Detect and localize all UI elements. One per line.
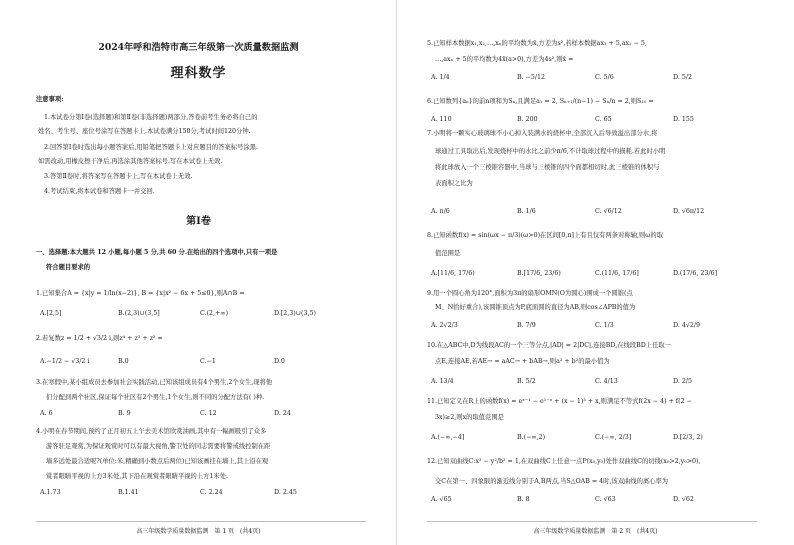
question-9-option: C. 1/3 [595,322,614,329]
question-6-option: B. 200 [517,116,538,123]
question-2-option: C.−1 [200,358,216,365]
question-4-option: A.1.73 [40,489,61,496]
question-7-option: C. √6/12 [595,208,622,215]
question-11-line: 3x)≥2,则x的取值范围是 [435,414,504,421]
question-2-stem: 2.若复数z = 1/2 + √3/2 i,则z⁴ + z³ + z² = [36,335,163,342]
question-9-line: 9.用一个圆心角为120°,面积为3π的扇形OMN(O为圆心)围成一个圆锥(点 [427,290,633,297]
question-8-line: 值范围是 [435,250,461,257]
question-8-option: D.(17/6, 23/6] [673,270,718,277]
question-4-option: D. 2.45 [274,489,297,496]
notice-heading: 注意事项: [36,96,64,103]
question-9-option: D. 4√2/9 [673,322,700,329]
question-3-option: B. 9 [118,410,131,417]
part-heading: 一、选择题:本大题共 12 小题,每小题 5 分,共 60 分.在给出的四个选项中,只有一项是 [36,249,278,256]
notice-line: 如需改动,用橡皮擦干净后,再选涂其他答案标号.写在本试卷上无效. [38,158,223,165]
question-7-line: 球通过工具取出后,发现烧杯中的水比之前少π/6,不计取球过程中的损耗.若此时小明 [435,148,666,155]
question-11-option: C.(−∞, 2/3] [595,434,632,441]
question-9-option: A. 2√2/3 [431,322,458,329]
question-5-option: C. 5/6 [595,74,614,81]
notice-line: 3.答第Ⅱ卷时,将答案写在答题卡上,写在本试卷上无效. [44,173,193,180]
question-12-option: D. √62 [673,496,694,503]
question-11-option: B.(−∞,2) [517,434,546,441]
question-10-line: 点E,连接AE,若AE→ = aAC→ + bAB→,则a² + b²的最小值为 [435,358,610,365]
notice-line: 2.回答第Ⅰ卷时选出每小题答案后,用铅笔把答题卡上对应题目的答案标号涂黑. [44,144,258,151]
question-1-option: A.[2,5] [40,310,62,317]
question-6-option: D. 155 [673,116,694,123]
question-8-option: A.[11/6, 17/6) [431,270,475,277]
question-1-option: D.[2,3)∪(3,5) [274,310,316,317]
question-5-option: B. −5/12 [517,74,546,81]
question-11-option: D.[2/3, 2) [673,434,703,441]
question-6-option: C. 65 [595,116,612,123]
page-footer: 高三年级数学质量数据监测 第 1 页 (共4页) [136,528,261,535]
question-12-option: B. 8 [517,496,530,503]
question-10-option: C. 4/13 [595,378,618,385]
question-4-option: B.1.41 [118,489,139,496]
question-10-option: D. 2/5 [673,378,692,385]
question-1-option: C.(2,+∞) [200,310,229,317]
part-heading: 符合题目要求的 [46,264,91,271]
notice-line: 姓名、考生号、座位号涂写在答题卡上.本试卷满分150分,考试时间120分钟. [38,128,251,135]
footer-rule [36,521,366,522]
question-7-option: A. π/6 [431,208,450,215]
question-1-stem: 1.已知集合A = {x|y = 1/ln(x−2)}, B = {x|x² − 6x + 5≤0},则A∩B = [36,290,245,297]
question-12-line: 12.已知双曲线C:x² − y²/b² = 1,在双曲线C上任意一点P(x₀,y₀)处作双曲线C的切线(x₀>2,y₀>0), [427,458,701,465]
question-7-line: 表面积之比为 [435,180,473,187]
page-footer: 高三年级数学质量数据监测 第 2 页 (共4页) [533,528,658,535]
question-9-line: M、N恰好重合),该圆锥顶点为P,底面圆的直径为AB,则cos∠APB的值为 [435,304,636,311]
question-7-option: B. 1/6 [517,208,536,215]
footer-rule [427,521,757,522]
question-3-line: 3.在寒假中,某小组成员去参加社会实践活动,已知该组成员有4个男生,2个女生,现将他 [36,379,273,386]
question-7-line: 7.小明将一颗实心玻璃球不小心掉入装满水的烧杯中,全部沉入后导致溢出部分水,将 [427,130,658,137]
question-8-line: 8.已知函数f(x) = sin(ωx − π/3)(ω>0)在区间[0,π]上有且仅有两条对称轴,则ω的取 [427,232,663,239]
question-4-line: 赏者眼睛平视的上方3米处,其下沿在观赏者眼睛平视的上方1米处. [46,473,229,480]
question-11-line: 11.已知定义在R上的函数f(x) = eˣ⁻¹ − e¹⁻ˣ + (x − 1)³ + x,则满足不等式f(2x − 4) + f(2 − [427,398,692,405]
question-6-option: A. 110 [431,116,452,123]
question-4-line: 4.小明在春节期间,预约了正月初五上午去美术馆欣赏油画,其中有一幅画吸引了众多 [36,428,267,435]
question-8-option: B.[17/6, 23/6) [517,270,561,277]
question-2-option: B.0 [118,358,129,365]
exam-subject: 理科数学 [170,66,227,81]
exam-title: 2024年呼和浩特市高三年级第一次质量数据监测 [98,42,299,53]
question-4-option: C. 2.24 [200,489,223,496]
question-3-option: A. 6 [40,410,53,417]
question-2-option: A.−1/2 − √3/2 i [40,358,90,365]
question-7-option: D. √6π/12 [673,208,705,215]
question-6-stem: 6.已知数列{aₙ}的前n项和为Sₙ,且满足a₁ = 2, Sₙ₊₁/(n−1) − Sₙ/n = 2,则S₁₀ = [427,98,654,105]
question-8-option: C.(11/6, 17/6] [595,270,639,277]
question-5-line: 5.已知样本数据x₁,x₂,…,xₙ的平均数为x̄,方差为s²,若样本数据ax₁ + 5,ax₂ − 5, [427,40,647,47]
question-2-option: D.0 [274,358,285,365]
question-3-option: C. 12 [200,410,217,417]
question-10-option: A. 13/4 [431,378,454,385]
question-5-option: D. 5/2 [673,74,692,81]
question-11-option: A.(−∞,−4] [431,434,465,441]
notice-line: 4.考试结束,将本试卷和答题卡一并交回. [44,188,155,195]
question-10-line: 10.在△ABC中,D为线段AC的一个三等分点,|AD| = 2|DC|,连接BD,在线段BD上任取一 [427,342,671,349]
question-9-option: B. 7/9 [517,322,536,329]
question-1-option: B.(2,3)∪(3,5] [118,310,160,317]
question-3-line: 们分配到两个社区,保证每个社区有2个男生,1个女生,则不同的分配方法有( )种. [46,394,265,401]
question-4-line: 游客驻足观赏,为保证观赏时可以有最大视角,警卫处的同志需要将警戒线控制在距 [46,443,271,450]
right-page [397,0,794,545]
question-12-option: A. √65 [431,496,452,503]
question-12-line: 交C在第一、四象限的渐近线分别于A,B两点,当S△OAB = 4时,该双曲线的离心率为 [435,478,669,485]
notice-line: 1.本试卷分第Ⅰ卷(选择题)和第Ⅱ卷(非选择题)两部分,答卷前考生务必将自己的 [44,114,258,121]
question-4-line: 墙多远处最合适呢?(单位:米,精确到小数点后两位)已知该画挂在墙上,其上沿在观 [46,458,269,465]
question-10-option: B. 5/2 [517,378,536,385]
question-7-line: 将此球放入一个三棱锥容器中,当球与三棱锥的四个面都相切时,此三棱锥的体积与 [435,164,660,171]
question-5-option: A. 1/4 [431,74,450,81]
question-3-option: D. 24 [274,410,291,417]
section-title: 第Ⅰ卷 [186,216,211,227]
question-12-option: C. √63 [595,496,616,503]
question-5-line: …,axₙ + 5的平均数为4x̄(a>0),方差为4s²,则x̄ = [435,56,574,63]
